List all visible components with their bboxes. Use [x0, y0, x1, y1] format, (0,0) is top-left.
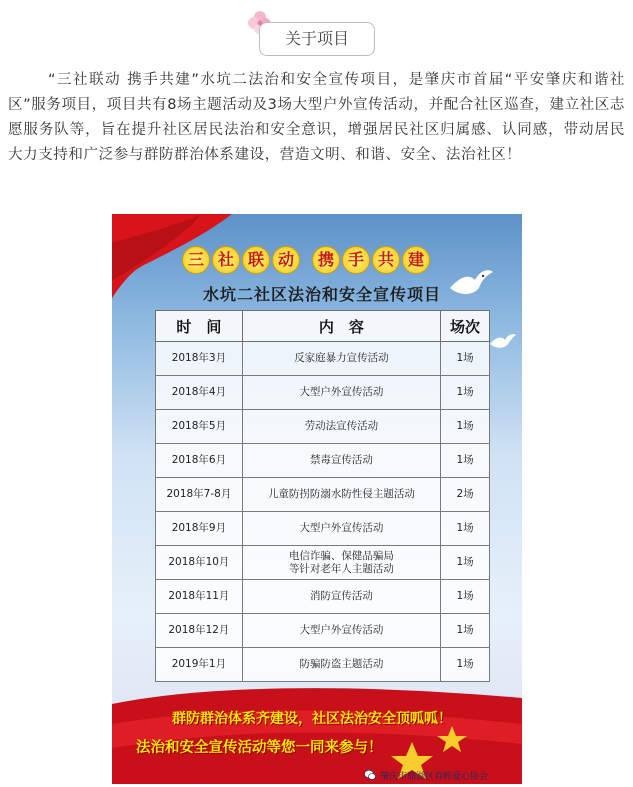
cell-content: 防骗防盗主题活动: [242, 648, 440, 682]
table-row: [156, 512, 490, 546]
cell-count: 2场: [441, 478, 490, 512]
cell-time: 2018年4月: [156, 376, 243, 410]
organization-name: 肇庆市鼎湖区春晖爱心协会: [380, 771, 489, 782]
cell-time: 2018年5月: [156, 410, 243, 444]
intro-paragraph: “三社联动 携手共建”水坑二法治和安全宣传项目，是肇庆市首届“平安肇庆和谐社区”服务项目，项目共有8场主题活动及3场大型户外宣传活动，并配合社区巡查，建立社区志愿服务队等，旨在提升社区居民法治和安全意识，增强居民社区归属感、认同感，带动居民大力支持和广泛参与群防群治体系建设，营造文明、和谐、安全、法治社区！: [8, 72, 625, 163]
cell-time: 2018年6月: [156, 444, 243, 478]
project-poster: [112, 214, 522, 784]
table-row: [156, 410, 490, 444]
footer-slogan-1: 群防群治体系齐建设，社区法治安全顶呱呱！: [172, 711, 452, 727]
slogan-char: 三: [182, 246, 210, 274]
cell-time: 2018年9月: [156, 512, 243, 546]
cell-time: 2018年11月: [156, 580, 243, 614]
slogan-char: 携: [312, 246, 340, 274]
cell-count: 1场: [441, 512, 490, 546]
table-row: [156, 580, 490, 614]
table-row: [156, 546, 490, 580]
slogan-char: 动: [272, 246, 300, 274]
table-row: [156, 444, 490, 478]
cell-content: 劳动法宣传活动: [242, 410, 440, 444]
header-count: 场次: [441, 311, 490, 342]
cell-content: 禁毒宣传活动: [242, 444, 440, 478]
organization-mark: [364, 767, 522, 783]
cell-content: 反家庭暴力宣传活动: [242, 342, 440, 376]
cell-content: 大型户外宣传活动: [242, 376, 440, 410]
cell-time: 2018年7-8月: [156, 478, 243, 512]
slogan-char: 建: [402, 246, 430, 274]
cell-count: 1场: [441, 648, 490, 682]
cell-content: 消防宣传活动: [242, 580, 440, 614]
slogan-char: 共: [372, 246, 400, 274]
cell-content: 电信诈骗、保健品骗局 等针对老年人主题活动: [242, 546, 440, 580]
slogan-badges: [182, 246, 472, 276]
slogan-char: 联: [242, 246, 270, 274]
cell-count: 1场: [441, 410, 490, 444]
schedule-table: [155, 310, 490, 682]
poster-title: 水坑二社区法治和安全宣传项目: [202, 285, 441, 304]
cell-count: 1场: [441, 342, 490, 376]
cell-count: 1场: [441, 444, 490, 478]
cell-time: 2019年1月: [156, 648, 243, 682]
slogan-left: [182, 246, 300, 276]
section-header: [0, 18, 633, 58]
cell-count: 1场: [441, 580, 490, 614]
table-row: [156, 478, 490, 512]
section-title: 关于项目: [259, 22, 375, 56]
table-row: [156, 614, 490, 648]
cell-content: 大型户外宣传活动: [242, 614, 440, 648]
footer-slogan-2: 法治和安全宣传活动等您一同来参与！: [136, 740, 383, 756]
cell-count: 1场: [441, 614, 490, 648]
cell-content: 大型户外宣传活动: [242, 512, 440, 546]
wechat-icon: [364, 769, 376, 781]
slogan-char: 社: [212, 246, 240, 274]
table-header-row: [156, 311, 490, 342]
cell-time: 2018年10月: [156, 546, 243, 580]
cell-time: 2018年3月: [156, 342, 243, 376]
header-content: 内 容: [242, 311, 440, 342]
slogan-right: [312, 246, 430, 276]
cell-count: 1场: [441, 376, 490, 410]
table-row: [156, 648, 490, 682]
cell-content: 儿童防拐防溺水防性侵主题活动: [242, 478, 440, 512]
table-row: [156, 342, 490, 376]
header-time: 时 间: [156, 311, 243, 342]
cell-time: 2018年12月: [156, 614, 243, 648]
cell-count: 1场: [441, 546, 490, 580]
table-body: [156, 342, 490, 682]
table-row: [156, 376, 490, 410]
dove-icon: [488, 332, 518, 352]
slogan-char: 手: [342, 246, 370, 274]
